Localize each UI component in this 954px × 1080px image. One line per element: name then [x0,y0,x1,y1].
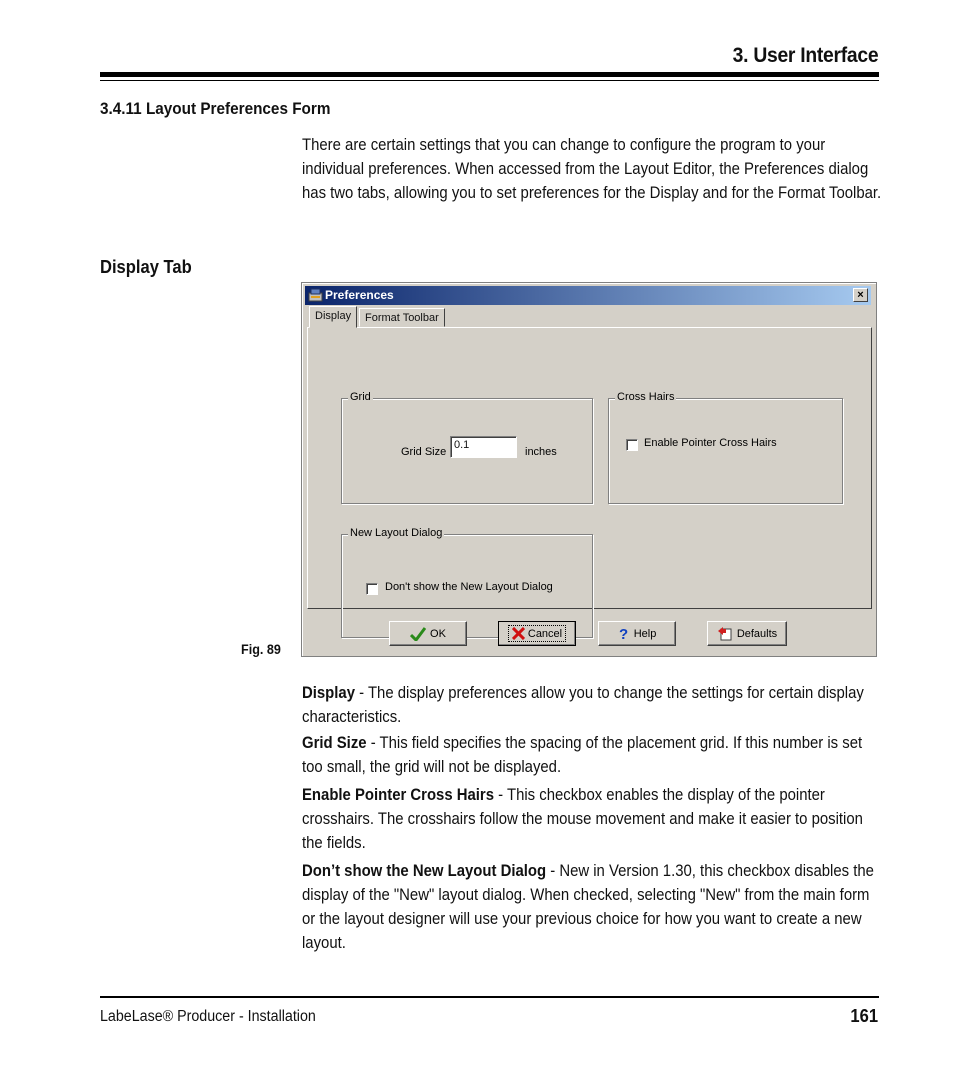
footer-rule [100,996,879,998]
grid-group [341,391,593,504]
checkmark-icon [410,627,426,641]
grid-size-input[interactable]: 0.1 [450,436,517,458]
tab-display[interactable]: Display [309,306,357,328]
svg-text:?: ? [618,626,628,641]
term: Grid Size [302,734,367,752]
defaults-icon [717,626,733,641]
figure-label: Fig. 89 [241,641,281,657]
dialog-title: Preferences [325,288,394,302]
description-cross-hairs [302,783,882,855]
cross-hairs-checkbox-label[interactable]: Enable Pointer Cross Hairs [644,437,777,449]
ok-button-label: OK [430,627,446,640]
defaults-button[interactable] [707,621,787,646]
help-button[interactable] [598,621,676,646]
intro-paragraph: There are certain settings that you can change to configure the program to your individual preferences. When accessed from the Layout Editor, the Preferences dialog has two tabs, allowing you to set preferences for the Display and for the Format Toolbar. [302,136,882,202]
ok-button[interactable] [389,621,467,646]
footer-product: LabeLase® Producer - Installation [100,1008,316,1025]
cross-hairs-checkbox[interactable] [626,439,638,451]
new-layout-group-label: New Layout Dialog [350,527,443,539]
page-number: 161 [850,1006,878,1026]
section-title: 3.4.11 Layout Preferences Form [100,99,331,118]
cross-icon [512,627,525,640]
help-icon [618,626,630,641]
grid-group-label: Grid [350,391,371,403]
tab-panel [307,327,872,609]
grid-units-label: inches [525,446,557,458]
display-tab-heading: Display Tab [100,257,192,277]
term: Enable Pointer Cross Hairs [302,786,495,804]
description-new-layout [302,859,882,955]
cancel-button[interactable] [498,621,576,646]
description-grid-size [302,731,882,779]
preferences-dialog [301,282,877,657]
dialog-titlebar [305,286,871,305]
new-layout-checkbox-label[interactable]: Don't show the New Layout Dialog [385,581,553,593]
grid-size-label: Grid Size [401,446,447,458]
cross-hairs-group-label: Cross Hairs [617,391,675,403]
term: Don’t show the New Layout Dialog [302,862,547,880]
chapter-header: 3. User Interface [732,44,878,67]
help-button-label: Help [633,627,657,640]
cross-hairs-group [608,391,843,504]
cancel-button-label: Cancel [527,627,563,640]
definition: - This checkbox enables the display of the pointer crosshairs. The crosshairs follow the mouse movement and make it easier to position the fields. [302,786,863,852]
defaults-button-label: Defaults [736,627,778,640]
header-rule [100,72,879,77]
definition: - New in Version 1.30, this checkbox disables the display of the "New" layout dialog. When checked, selecting "New" from the main form or the layout designer will use your previous choice for how you want to create a new layout. [302,862,874,952]
description-display [302,681,882,729]
tab-format-toolbar[interactable]: Format Toolbar [359,308,445,327]
term: Display [302,684,355,702]
definition: - This field specifies the spacing of the placement grid. If this number is set too small, the grid will not be displayed. [302,734,863,776]
definition: - The display preferences allow you to change the settings for certain display characteristics. [302,684,864,726]
header-rule-thin [100,80,879,81]
app-icon [308,288,323,302]
new-layout-checkbox[interactable] [366,583,378,595]
close-button[interactable]: × [853,288,868,302]
